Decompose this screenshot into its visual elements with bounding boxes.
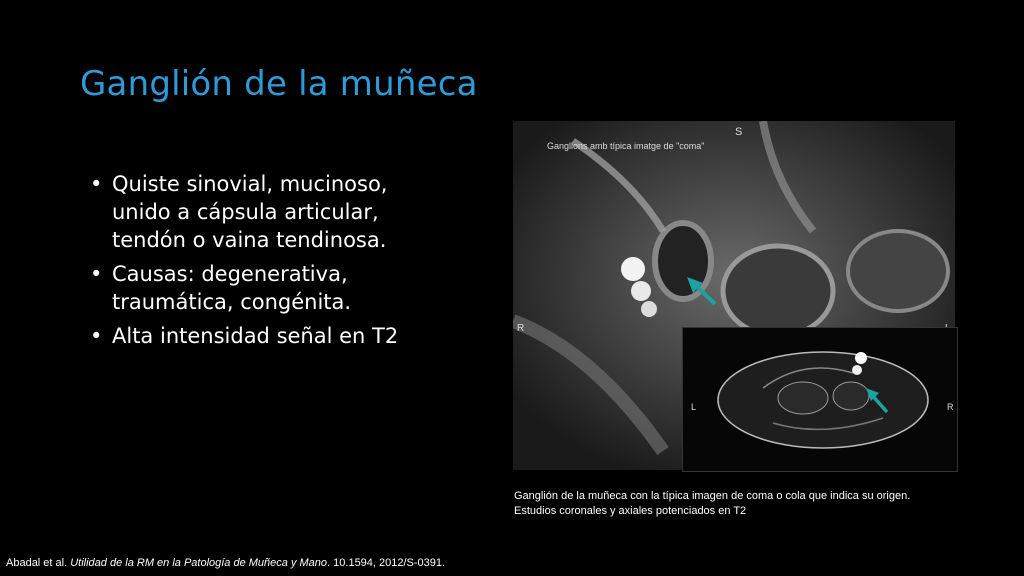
slide-title: Ganglión de la muñeca (80, 64, 478, 104)
bullet-item (90, 322, 430, 350)
bullet-item (90, 170, 430, 254)
citation-rest: . 10.1594, 2012/S-0391. (327, 557, 446, 569)
bullet-list (90, 170, 430, 356)
bullet-dot: • (90, 172, 103, 196)
inset-label-right: R (947, 402, 954, 412)
mri-label-left: R (517, 323, 525, 334)
citation-authors: Abadal et al. (6, 557, 71, 569)
bullet-item (90, 260, 430, 316)
caption-line: Ganglión de la muñeca con la típica imagen de coma o cola que indica su origen. (514, 490, 911, 502)
citation-title: Utilidad de la RM en la Patología de Muñeca y Mano (70, 557, 328, 569)
caption-line: Estudios coronales y axiales potenciados en T2 (514, 505, 747, 517)
mri-label-top: S (735, 126, 743, 138)
bullet-text: Alta intensidad señal en T2 (112, 324, 399, 348)
bullet-text: Quiste sinovial, mucinoso, unido a cápsula articular, tendón o vaina tendinosa. (112, 172, 388, 252)
mri-overlay-text: Ganglions amb típica imatge de "coma" (547, 141, 705, 151)
citation (6, 557, 445, 569)
mri-axial-inset (682, 327, 958, 472)
image-caption (514, 489, 994, 519)
bullet-dot: • (90, 262, 103, 286)
inset-label-left: L (691, 402, 697, 412)
bullet-dot: • (90, 324, 103, 348)
bullet-text: Causas: degenerativa, traumática, congénita. (112, 262, 352, 314)
